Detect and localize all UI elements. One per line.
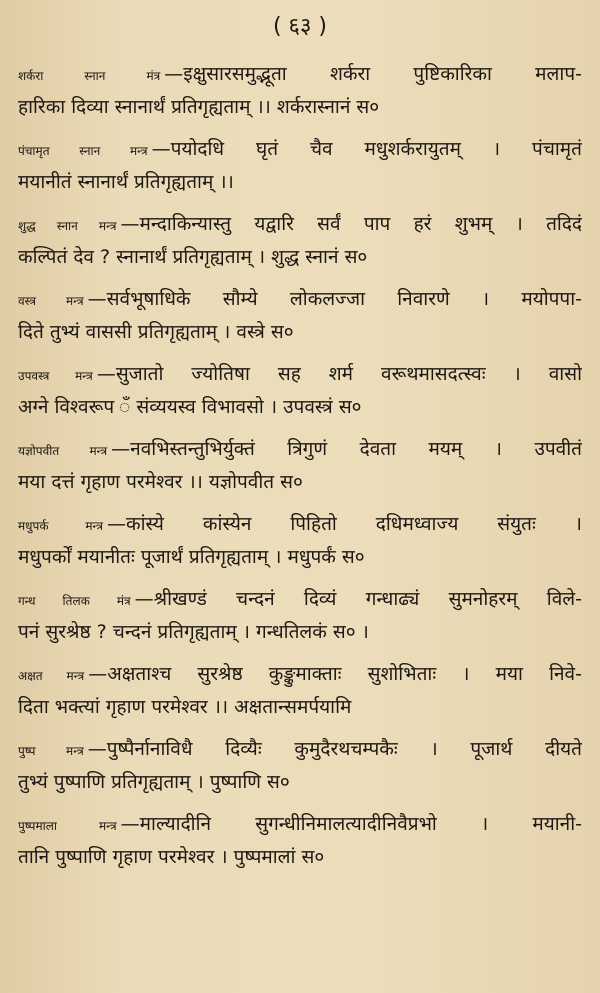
mantra-entry	[18, 508, 582, 574]
mantra-text: —पुष्पैर्नानाविधै दिव्यैः कुमुदैरथचम्पकैः । पूजार्थ दीयते	[87, 738, 582, 760]
mantra-text: कल्पितं देव ? स्नानार्थं प्रतिगृह्यताम् । शुद्ध स्नानं स०	[18, 246, 368, 268]
mantra-entry	[18, 433, 582, 499]
mantra-entry	[18, 358, 582, 424]
mantra-text: हारिका दिव्या स्नानार्थं प्रतिगृह्यताम् ।। शर्करास्नानं स०	[18, 96, 380, 118]
mantra-entry	[18, 733, 582, 799]
mantra-text-line	[18, 433, 582, 466]
mantra-text-line	[18, 466, 582, 499]
mantra-text: —सर्वभूषाधिके सौम्ये लोकलज्जा निवारणे । मयोपपा-	[87, 288, 582, 310]
mantra-text: दिते तुभ्यं वाससी प्रतिगृह्यताम् । वस्त्रे स०	[18, 321, 294, 343]
mantra-label: मधुपर्क मन्त्र	[18, 519, 104, 533]
mantra-entry	[18, 283, 582, 349]
mantra-text: —पयोदधि घृतं चैव मधुशर्करायुतम् । पंचामृतं	[151, 138, 582, 160]
mantra-text-line	[18, 91, 582, 124]
mantra-text: —इक्षुसारसमुद्भूता शर्करा पुष्टिकारिका मलाप-	[164, 63, 582, 85]
mantra-text: —कांस्ये कांस्येन पिहितो दधिमध्वाज्य संयुतः ।	[107, 513, 582, 535]
mantra-text: मया दत्तं गृहाण परमेश्वर ।। यज्ञोपवीत स०	[18, 471, 303, 493]
mantra-text: तुभ्यं पुष्पाणि प्रतिगृह्यताम् । पुष्पाणि स०	[18, 771, 290, 793]
mantra-text: पनं सुरश्रेष्ठ ? चन्दनं प्रतिगृह्यताम् । गन्धतिलकं स० ।	[18, 621, 369, 643]
mantra-text-line	[18, 58, 582, 91]
mantra-label: वस्त्र मन्त्र	[18, 294, 84, 308]
mantra-text: तानि पुष्पाणि गृहाण परमेश्वर । पुष्पमालां स०	[18, 846, 325, 868]
mantra-text: अग्ने विश्वरूप ँ संव्ययस्व विभावसो । उपवस्त्रं स०	[18, 396, 362, 418]
mantra-list	[18, 58, 582, 874]
mantra-text-line	[18, 808, 582, 841]
mantra-text-line	[18, 166, 582, 199]
mantra-label: पुष्प मन्त्र	[18, 744, 84, 758]
mantra-text-line	[18, 616, 582, 649]
mantra-text-line	[18, 541, 582, 574]
mantra-label: पुष्पमाला मन्त्र	[18, 819, 117, 833]
mantra-text: दिता भक्त्यां गृहाण परमेश्वर ।। अक्षतान्समर्पयामि	[18, 696, 352, 718]
mantra-entry	[18, 208, 582, 274]
mantra-text: —नवभिस्तन्तुभिर्युक्तं त्रिगुणं देवता मयम् । उपवीतं	[111, 438, 582, 460]
page-number: ( ६३ )	[272, 14, 328, 39]
mantra-text-line	[18, 583, 582, 616]
mantra-entry	[18, 583, 582, 649]
mantra-entry	[18, 58, 582, 124]
mantra-text: मधुपर्कों मयानीतः पूजार्थं प्रतिगृह्यताम् । मधुपर्कं स०	[18, 546, 365, 568]
mantra-text-line	[18, 691, 582, 724]
mantra-text-line	[18, 283, 582, 316]
mantra-text: मयानीतं स्नानार्थं प्रतिगृह्यताम् ।।	[18, 171, 234, 193]
mantra-text-line	[18, 241, 582, 274]
mantra-text-line	[18, 841, 582, 874]
mantra-entry	[18, 808, 582, 874]
mantra-text-line	[18, 391, 582, 424]
mantra-label: शर्करा स्नान मंत्र	[18, 69, 161, 83]
mantra-text-line	[18, 316, 582, 349]
mantra-label: अक्षत मन्त्र	[18, 669, 85, 683]
mantra-entry	[18, 133, 582, 199]
mantra-text-line	[18, 208, 582, 241]
mantra-text: —अक्षताश्च सुरश्रेष्ठ कुङ्कुमाक्ताः सुशोभिताः । मया निवे-	[88, 663, 582, 685]
mantra-text: —सुजातो ज्योतिषा सह शर्म वरूथमासदत्स्वः । वासो	[96, 363, 582, 385]
mantra-label: यज्ञोपवीत मन्त्र	[18, 444, 108, 458]
mantra-label: गन्ध तिलक मंत्र	[18, 594, 131, 608]
mantra-text-line	[18, 766, 582, 799]
mantra-text-line	[18, 133, 582, 166]
mantra-text: —मन्दाकिन्यास्तु यद्वारि सर्वं पाप हरं शुभम् । तदिदं	[120, 213, 582, 235]
mantra-entry	[18, 658, 582, 724]
mantra-label: पंचामृत स्नान मन्त्र	[18, 144, 148, 158]
mantra-text-line	[18, 508, 582, 541]
mantra-text-line	[18, 658, 582, 691]
mantra-label: उपवस्त्र मन्त्र	[18, 369, 93, 383]
mantra-text: —श्रीखण्डं चन्दनं दिव्यं गन्धाढ्यं सुमनोहरम् विले-	[134, 588, 582, 610]
mantra-text: —माल्यादीनि सुगन्धीनिमालत्यादीनिवैप्रभो । मयानी-	[120, 813, 582, 835]
mantra-text-line	[18, 733, 582, 766]
mantra-text-line	[18, 358, 582, 391]
mantra-label: शुद्ध स्नान मन्त्र	[18, 219, 117, 233]
